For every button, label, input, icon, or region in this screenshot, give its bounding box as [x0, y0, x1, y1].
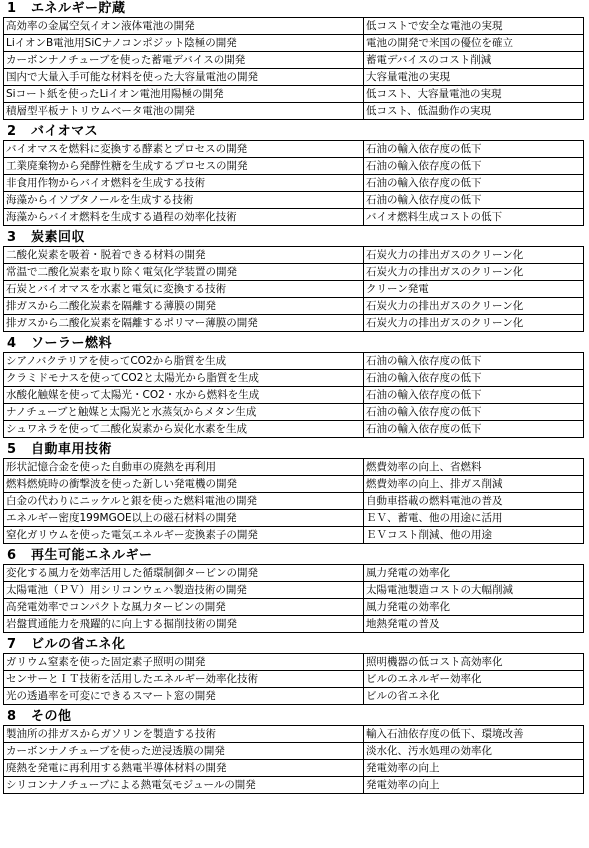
table-row	[4, 370, 584, 387]
technology-cell: 排ガスから二酸化炭素を隔離するポリマー薄膜の開発	[4, 315, 364, 332]
section-table	[3, 246, 584, 332]
table-row	[4, 52, 584, 69]
goal-cell: 石油の輸入依存度の低下	[364, 370, 584, 387]
table-row	[4, 527, 584, 544]
technology-cell: 窒化ガリウムを使った電気エネルギー変換素子の開発	[4, 527, 364, 544]
section-8	[3, 709, 586, 794]
section-3	[3, 230, 586, 332]
section-table	[3, 564, 584, 633]
goal-cell: 蓄電デバイスのコスト削減	[364, 52, 584, 69]
goal-cell: 石油の輸入依存度の低下	[364, 192, 584, 209]
goal-cell: 石炭火力の排出ガスのクリーン化	[364, 264, 584, 281]
table-row	[4, 599, 584, 616]
goal-cell: バイオ燃料生成コストの低下	[364, 209, 584, 226]
section-title: 再生可能エネルギー	[31, 548, 153, 563]
technology-cell: シリコンナノチューブによる熱電気モジュールの開発	[4, 777, 364, 794]
technology-cell: 光の透過率を可変にできるスマート窓の開発	[4, 688, 364, 705]
technology-cell: 燃料燃焼時の衝撃波を使った新しい発電機の開発	[4, 476, 364, 493]
goal-cell: 燃費効率の向上、省燃料	[364, 459, 584, 476]
goal-cell: クリーン発電	[364, 281, 584, 298]
table-row	[4, 654, 584, 671]
table-row	[4, 743, 584, 760]
section-table	[3, 17, 584, 120]
table-row	[4, 353, 584, 370]
technology-cell: 非食用作物からバイオ燃料を生成する技術	[4, 175, 364, 192]
section-5	[3, 442, 586, 544]
table-row	[4, 671, 584, 688]
table-row	[4, 760, 584, 777]
section-heading	[3, 637, 586, 653]
section-table	[3, 725, 584, 794]
table-row	[4, 565, 584, 582]
goal-cell: 石油の輸入依存度の低下	[364, 404, 584, 421]
document	[3, 1, 586, 798]
section-1	[3, 1, 586, 120]
table-row	[4, 281, 584, 298]
technology-cell: 太陽電池（ＰＶ）用シリコンウェハ製造技術の開発	[4, 582, 364, 599]
goal-cell: 発電効率の向上	[364, 777, 584, 794]
table-row	[4, 141, 584, 158]
technology-cell: 石炭とバイオマスを水素と電気に変換する技術	[4, 281, 364, 298]
section-heading	[3, 548, 586, 564]
table-row	[4, 459, 584, 476]
goal-cell: 太陽電池製造コストの大幅削減	[364, 582, 584, 599]
section-number: 4	[7, 336, 17, 351]
technology-cell: 高発電効率でコンパクトな風力タービンの開発	[4, 599, 364, 616]
table-row	[4, 35, 584, 52]
table-row	[4, 777, 584, 794]
technology-cell: 岩盤貫通能力を飛躍的に向上する掘削技術の開発	[4, 616, 364, 633]
technology-cell: 形状記憶合金を使った自動車の廃熱を再利用	[4, 459, 364, 476]
goal-cell: 燃費効率の向上、排ガス削減	[364, 476, 584, 493]
technology-cell: 二酸化炭素を吸着・脱着できる材料の開発	[4, 247, 364, 264]
section-heading	[3, 336, 586, 352]
table-row	[4, 315, 584, 332]
section-title: ソーラー燃料	[31, 336, 113, 351]
technology-cell: カーボンナノチューブを使った蓄電デバイスの開発	[4, 52, 364, 69]
table-row	[4, 726, 584, 743]
section-number: 8	[7, 709, 17, 724]
technology-cell: 工業廃棄物から発酵性糖を生成するプロセスの開発	[4, 158, 364, 175]
table-row	[4, 158, 584, 175]
technology-cell: ガリウム窒素を使った固定素子照明の開発	[4, 654, 364, 671]
goal-cell: 照明機器の低コスト高効率化	[364, 654, 584, 671]
technology-cell: 水酸化触媒を使って太陽光・CO2・水から燃料を生成	[4, 387, 364, 404]
section-table	[3, 140, 584, 226]
technology-cell: LiイオンB電池用SiCナノコンポジット陰極の開発	[4, 35, 364, 52]
goal-cell: 石油の輸入依存度の低下	[364, 158, 584, 175]
section-4	[3, 336, 586, 438]
section-heading	[3, 1, 586, 17]
table-row	[4, 582, 584, 599]
section-number: 6	[7, 548, 17, 563]
goal-cell: 低コストで安全な電池の実現	[364, 18, 584, 35]
technology-cell: クラミドモナスを使ってCO2と太陽光から脂質を生成	[4, 370, 364, 387]
goal-cell: ＥＶ、蓄電、他の用途に活用	[364, 510, 584, 527]
technology-cell: 国内で大量入手可能な材料を使った大容量電池の開発	[4, 69, 364, 86]
goal-cell: 風力発電の効率化	[364, 565, 584, 582]
section-heading	[3, 442, 586, 458]
table-row	[4, 18, 584, 35]
technology-cell: カーボンナノチューブを使った逆浸透膜の開発	[4, 743, 364, 760]
table-row	[4, 510, 584, 527]
goal-cell: ビルの省エネ化	[364, 688, 584, 705]
section-heading	[3, 709, 586, 725]
technology-cell: 白金の代わりにニッケルと銀を使った燃料電池の開発	[4, 493, 364, 510]
goal-cell: 石油の輸入依存度の低下	[364, 141, 584, 158]
table-row	[4, 86, 584, 103]
technology-cell: 海藻からイソブタノールを生成する技術	[4, 192, 364, 209]
section-2	[3, 124, 586, 226]
table-row	[4, 493, 584, 510]
technology-cell: 高効率の金属空気イオン液体電池の開発	[4, 18, 364, 35]
table-row	[4, 175, 584, 192]
table-row	[4, 209, 584, 226]
technology-cell: シュワネラを使って二酸化炭素から炭化水素を生成	[4, 421, 364, 438]
goal-cell: 低コスト、低温動作の実現	[364, 103, 584, 120]
section-number: 1	[7, 1, 17, 16]
section-heading	[3, 124, 586, 140]
technology-cell: 積層型平板ナトリウムベータ電池の開発	[4, 103, 364, 120]
table-row	[4, 264, 584, 281]
section-number: 7	[7, 637, 17, 652]
goal-cell: 石油の輸入依存度の低下	[364, 175, 584, 192]
goal-cell: 輸入石油依存度の低下、環境改善	[364, 726, 584, 743]
technology-cell: Siコート紙を使ったLiイオン電池用陽極の開発	[4, 86, 364, 103]
section-table	[3, 352, 584, 438]
table-row	[4, 69, 584, 86]
technology-cell: バイオマスを燃料に変換する酵素とプロセスの開発	[4, 141, 364, 158]
goal-cell: 風力発電の効率化	[364, 599, 584, 616]
table-row	[4, 688, 584, 705]
table-row	[4, 404, 584, 421]
goal-cell: 石油の輸入依存度の低下	[364, 353, 584, 370]
section-number: 3	[7, 230, 17, 245]
section-number: 5	[7, 442, 17, 457]
goal-cell: 石油の輸入依存度の低下	[364, 387, 584, 404]
table-row	[4, 192, 584, 209]
goal-cell: 石炭火力の排出ガスのクリーン化	[364, 247, 584, 264]
goal-cell: 石炭火力の排出ガスのクリーン化	[364, 315, 584, 332]
section-title: ビルの省エネ化	[31, 637, 126, 652]
goal-cell: 低コスト、大容量電池の実現	[364, 86, 584, 103]
technology-cell: 廃熱を発電に再利用する熱電半導体材料の開発	[4, 760, 364, 777]
technology-cell: 製油所の排ガスからガソリンを製造する技術	[4, 726, 364, 743]
technology-cell: シアノバクテリアを使ってCO2から脂質を生成	[4, 353, 364, 370]
goal-cell: 地熱発電の普及	[364, 616, 584, 633]
technology-cell: ナノチューブと触媒と太陽光と水蒸気からメタン生成	[4, 404, 364, 421]
section-number: 2	[7, 124, 17, 139]
goal-cell: 石炭火力の排出ガスのクリーン化	[364, 298, 584, 315]
table-row	[4, 103, 584, 120]
goal-cell: ＥＶコスト削減、他の用途	[364, 527, 584, 544]
technology-cell: 変化する風力を効率活用した循環制御タービンの開発	[4, 565, 364, 582]
table-row	[4, 476, 584, 493]
technology-cell: 排ガスから二酸化炭素を隔離する薄膜の開発	[4, 298, 364, 315]
section-7	[3, 637, 586, 705]
section-title: 炭素回収	[31, 230, 86, 245]
table-row	[4, 247, 584, 264]
table-row	[4, 421, 584, 438]
table-row	[4, 616, 584, 633]
section-6	[3, 548, 586, 633]
section-table	[3, 653, 584, 705]
goal-cell: ビルのエネルギー効率化	[364, 671, 584, 688]
technology-cell: 常温で二酸化炭素を取り除く電気化学装置の開発	[4, 264, 364, 281]
goal-cell: 石油の輸入依存度の低下	[364, 421, 584, 438]
goal-cell: 発電効率の向上	[364, 760, 584, 777]
table-row	[4, 298, 584, 315]
section-title: エネルギー貯蔵	[31, 1, 126, 16]
section-title: 自動車用技術	[31, 442, 113, 457]
section-heading	[3, 230, 586, 246]
section-title: その他	[31, 709, 72, 724]
section-table	[3, 458, 584, 544]
technology-cell: 海藻からバイオ燃料を生成する過程の効率化技術	[4, 209, 364, 226]
goal-cell: 電池の開発で米国の優位を確立	[364, 35, 584, 52]
technology-cell: センサーとＩＴ技術を活用したエネルギー効率化技術	[4, 671, 364, 688]
table-row	[4, 387, 584, 404]
goal-cell: 自動車搭載の燃料電池の普及	[364, 493, 584, 510]
goal-cell: 大容量電池の実現	[364, 69, 584, 86]
technology-cell: エネルギー密度199MGOE以上の磁石材料の開発	[4, 510, 364, 527]
section-title: バイオマス	[31, 124, 99, 139]
goal-cell: 淡水化、汚水処理の効率化	[364, 743, 584, 760]
